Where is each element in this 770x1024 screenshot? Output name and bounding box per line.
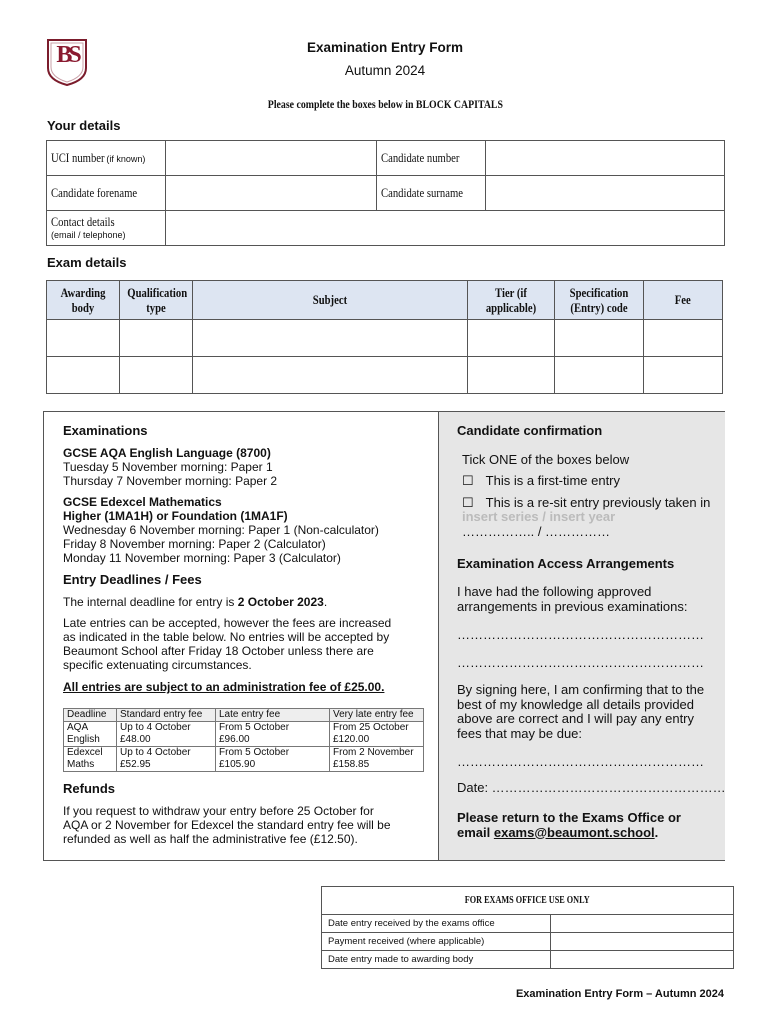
instruction-text: Please complete the boxes below in BLOCK CAPITALS — [267, 97, 503, 111]
tick-instruction: Tick ONE of the boxes below — [462, 452, 630, 467]
uci-note: (if known) — [106, 154, 146, 164]
fee-header: Late entry fee — [216, 709, 330, 722]
office-use-heading: FOR EXAMS OFFICE USE ONLY — [465, 895, 590, 906]
exam-cell[interactable] — [120, 320, 193, 357]
exam-cell[interactable] — [47, 357, 120, 394]
fee-header: Standard entry fee — [117, 709, 216, 722]
date-field[interactable]: Date: ……………………………………………… — [457, 780, 726, 795]
forename-input[interactable] — [166, 176, 377, 211]
office-row-value[interactable] — [551, 951, 734, 969]
surname-input[interactable] — [486, 176, 725, 211]
contact-note: (email / telephone) — [51, 229, 126, 240]
your-details-table — [46, 140, 725, 246]
signing-text: By signing here, I am confirming that to the best of my knowledge all details provided above are correct and I will pay any entry fees that may be due: — [457, 682, 705, 741]
examinations-heading: Examinations — [63, 423, 148, 438]
internal-deadline: The internal deadline for entry is 2 October 2023. — [63, 595, 328, 609]
access-heading: Examination Access Arrangements — [457, 556, 675, 571]
exam-cell[interactable] — [120, 357, 193, 394]
internal-deadline-date: 2 October 2023 — [237, 595, 324, 609]
exam-cell[interactable] — [468, 320, 555, 357]
candidate-number-label: Candidate number — [381, 150, 460, 165]
exam-cell[interactable] — [644, 320, 723, 357]
fee-row-aqa: AQA English Up to 4 October £48.00 From 5 October £96.00 From 25 October £120.00 — [64, 722, 424, 747]
contact-input[interactable] — [166, 211, 725, 246]
logo-letters: BS — [56, 42, 78, 68]
col-qualification-type: Qualification type — [127, 285, 188, 315]
admin-fee-notice: All entries are subject to an administration fee of £25.00. — [63, 680, 385, 694]
late-entries-text: Late entries can be accepted, however the fees are increased as indicated in the table below. No entries will be accepted by Beaumont School after Friday 18 October unless there are specific extenuating circumstances. — [63, 616, 392, 672]
access-field-2[interactable]: ………………………………………………… — [457, 655, 704, 670]
col-fee: Fee — [675, 292, 691, 307]
office-row-value[interactable] — [551, 915, 734, 933]
fee-header: Very late entry fee — [330, 709, 424, 722]
maths-paper-2: Friday 8 November morning: Paper 2 (Calculator) — [63, 537, 326, 551]
confirmation-heading: Candidate confirmation — [457, 423, 603, 438]
page-footer: Examination Entry Form – Autumn 2024 — [515, 988, 724, 1000]
office-use-table — [321, 886, 734, 969]
office-row-label: Date entry made to awarding body — [322, 951, 551, 969]
maths-block — [63, 495, 379, 565]
candidate-number-input[interactable] — [486, 141, 725, 176]
resit-label: This is a re-sit entry previously taken in — [485, 495, 711, 510]
refunds-text: If you request to withdraw your entry before 25 October for AQA or 2 November for Edexcel the standard entry fee will be refunded as well as half the administrative fee (£12.50). — [63, 804, 391, 846]
access-text: I have had the following approved arrangements in previous examinations: — [457, 584, 688, 614]
exam-row — [47, 357, 723, 394]
office-row-label: Payment received (where applicable) — [322, 933, 551, 951]
exam-cell[interactable] — [47, 320, 120, 357]
fee-header: Deadline — [64, 709, 117, 722]
office-row-label: Date entry received by the exams office — [322, 915, 551, 933]
forename-label: Candidate forename — [51, 185, 138, 200]
maths-title: GCSE Edexcel Mathematics — [63, 495, 222, 509]
maths-tiers: Higher (1MA1H) or Foundation (1MA1F) — [63, 509, 288, 523]
col-subject: Subject — [312, 292, 348, 307]
english-title: GCSE AQA English Language (8700) — [63, 446, 271, 460]
return-instruction: Please return to the Exams Office or email exams@beaumont.school. — [457, 810, 681, 840]
col-tier: Tier (if applicable) — [485, 285, 537, 315]
checkbox-icon[interactable]: ☐ — [462, 473, 474, 488]
maths-paper-1: Wednesday 6 November morning: Paper 1 (Non-calculator) — [63, 523, 379, 537]
contact-label: Contact details — [51, 213, 115, 229]
access-field-1[interactable]: ………………………………………………… — [457, 627, 704, 642]
exam-details-heading: Exam details — [47, 255, 127, 270]
exam-details-table — [46, 280, 723, 394]
exam-cell[interactable] — [468, 357, 555, 394]
deadlines-heading: Entry Deadlines / Fees — [63, 572, 202, 587]
your-details-heading: Your details — [47, 118, 121, 133]
surname-label: Candidate surname — [381, 185, 463, 200]
fee-table — [63, 708, 424, 772]
col-spec-code: Specification (Entry) code — [569, 285, 629, 315]
series-year-field[interactable]: …………….. / …………… — [462, 524, 611, 539]
form-title: Examination Entry Form — [306, 40, 464, 55]
return-email-link[interactable]: exams@beaumont.school — [493, 824, 655, 840]
english-paper-1: Tuesday 5 November morning: Paper 1 — [63, 460, 273, 474]
first-time-label: This is a first-time entry — [485, 473, 621, 488]
exam-row — [47, 320, 723, 357]
refunds-heading: Refunds — [63, 781, 115, 796]
col-awarding-body: Awarding body — [60, 285, 106, 315]
exam-cell[interactable] — [555, 320, 644, 357]
checkbox-icon[interactable]: ☐ — [462, 495, 474, 510]
english-block — [63, 446, 277, 488]
uci-label: UCI number — [51, 150, 105, 165]
form-subtitle: Autumn 2024 — [344, 63, 426, 78]
fee-row-edexcel: Edexcel Maths Up to 4 October £52.95 From 5 October £105.90 From 2 November £158.85 — [64, 747, 424, 772]
exam-cell[interactable] — [555, 357, 644, 394]
signature-field[interactable]: ………………………………………………… — [457, 754, 704, 769]
office-row-value[interactable] — [551, 933, 734, 951]
insert-series-hint: insert series / insert year — [462, 509, 616, 524]
first-time-option[interactable] — [462, 474, 620, 489]
exam-cell[interactable] — [644, 357, 723, 394]
uci-input[interactable] — [166, 141, 377, 176]
english-paper-2: Thursday 7 November morning: Paper 2 — [63, 474, 278, 488]
maths-paper-3: Monday 11 November morning: Paper 3 (Calculator) — [63, 551, 341, 565]
exam-cell[interactable] — [193, 320, 468, 357]
exam-cell[interactable] — [193, 357, 468, 394]
